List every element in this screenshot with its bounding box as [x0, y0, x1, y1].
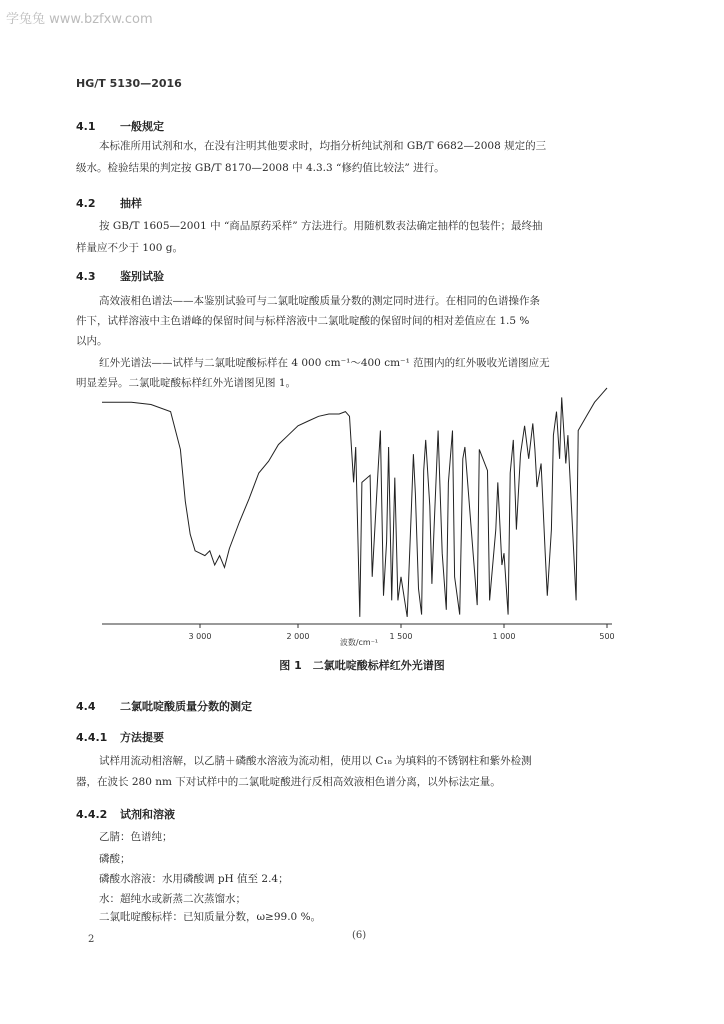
x-tick-label: 1 000 — [492, 632, 516, 641]
reagent-item: 二氯吡啶酸标样：已知质量分数，ω≥99.0 %。 — [99, 911, 322, 923]
watermark: 学兔兔 www.bzfxw.com — [6, 12, 153, 27]
reagent-item: 乙腈：色谱纯； — [99, 831, 173, 843]
standard-number-header: HG/T 5130—2016 — [76, 77, 182, 90]
section-4-4-1-heading: 4.4.1 方法提要 — [76, 731, 164, 744]
x-axis-label: 波数/cm⁻¹ — [339, 638, 379, 647]
spectrum-line — [102, 388, 607, 617]
section-4-4-1-line-2: 器，在波长 280 nm 下对试样中的二氯吡啶酸进行反相高效液相色谱分离，以外标法定量。 — [76, 776, 501, 788]
section-4-3-hplc-line-3: 以内。 — [76, 335, 108, 347]
x-tick-label: 1 500 — [389, 632, 413, 641]
x-tick-label: 3 000 — [188, 632, 212, 641]
page-number: 2 — [88, 934, 95, 945]
section-4-2-line-1: 按 GB/T 1605—2001 中 “商品原药采样” 方法进行。用随机数表法确定抽样的包装件；最终抽 — [99, 220, 543, 232]
section-4-3-hplc-line-1: 高效液相色谱法——本鉴别试验可与二氯吡啶酸质量分数的测定同时进行。在相同的色谱操作条 — [99, 295, 540, 307]
section-4-3-ir-line-1: 红外光谱法——试样与二氯吡啶酸标样在 4 000 cm⁻¹～400 cm⁻¹ 范围内的红外吸收光谱图应无 — [99, 357, 550, 369]
section-4-3-ir-line-2: 明显差异。二氯吡啶酸标样红外光谱图见图 1。 — [76, 377, 297, 389]
section-4-3-hplc-line-2: 件下，试样溶液中主色谱峰的保留时间与标样溶液中二氯吡啶酸的保留时间的相对差值应在 1.5 % — [76, 315, 530, 327]
section-4-4-1-line-1: 试样用流动相溶解，以乙腈＋磷酸水溶液为流动相，使用以 C₁₈ 为填料的不锈钢柱和紫外检测 — [99, 755, 532, 767]
ir-spectrum-chart — [0, 380, 724, 650]
reagent-item: 磷酸水溶液：水用磷酸调 pH 值至 2.4； — [99, 873, 289, 885]
section-4-4-2-heading: 4.4.2 试剂和溶液 — [76, 808, 175, 821]
reagent-item: 磷酸； — [99, 853, 131, 865]
x-tick-label: 2 000 — [286, 632, 310, 641]
x-tick-label: 500 — [599, 632, 615, 641]
section-4-1-heading: 4.1 一般规定 — [76, 120, 164, 133]
page-center-mark: (6) — [352, 930, 367, 941]
section-4-1-line-1: 本标准所用试剂和水，在没有注明其他要求时，均指分析纯试剂和 GB/T 6682—2008 规定的三 — [99, 140, 547, 152]
section-4-2-heading: 4.2 抽样 — [76, 197, 142, 210]
section-4-4-heading: 4.4 二氯吡啶酸质量分数的测定 — [76, 700, 252, 713]
section-4-3-heading: 4.3 鉴别试验 — [76, 270, 164, 283]
section-4-2-line-2: 样量应不少于 100 g。 — [76, 242, 183, 254]
reagent-item: 水：超纯水或新蒸二次蒸馏水； — [99, 893, 246, 905]
section-4-1-line-2: 级水。检验结果的判定按 GB/T 8170—2008 中 4.3.3 “修约值比较法” 进行。 — [76, 162, 445, 174]
figure-1-caption: 图 1 二氯吡啶酸标样红外光谱图 — [279, 659, 445, 672]
